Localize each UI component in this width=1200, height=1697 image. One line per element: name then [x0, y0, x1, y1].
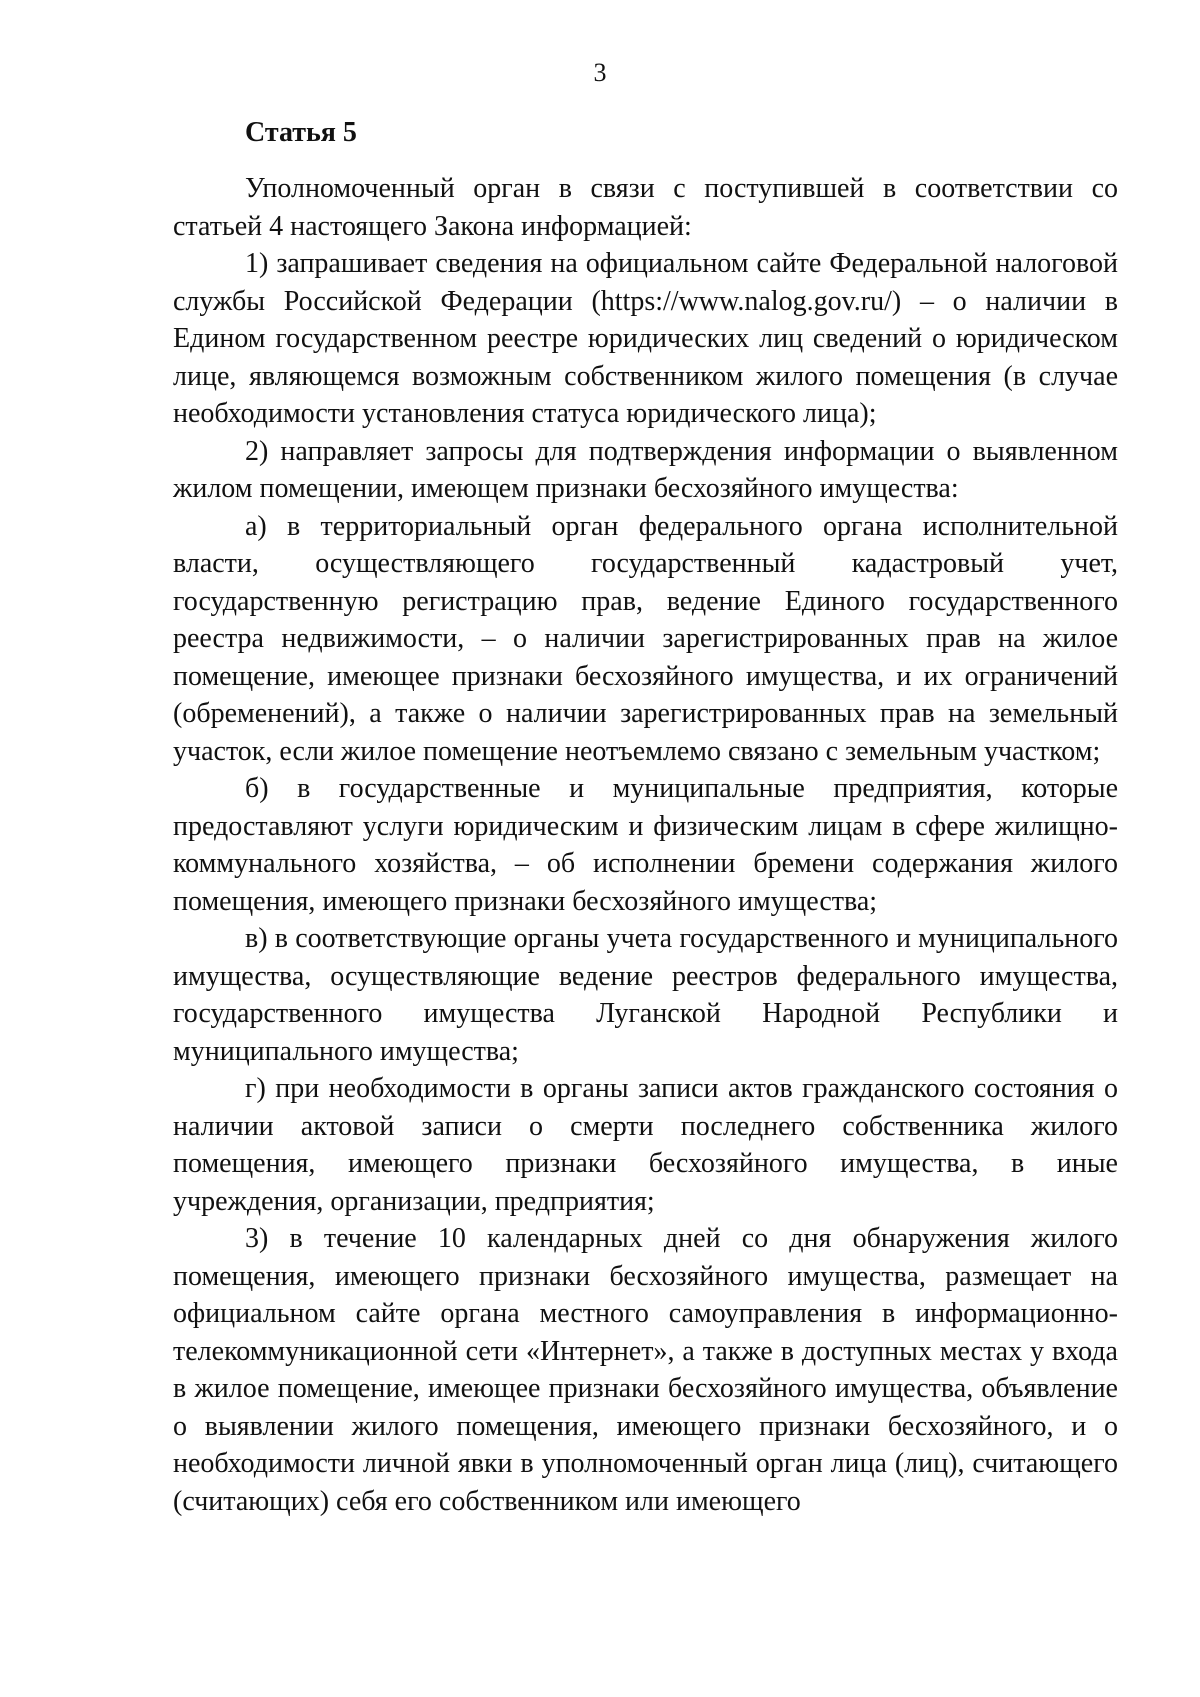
- article-heading: Статья 5: [245, 117, 357, 148]
- page-number: 3: [593, 58, 607, 87]
- paragraph-subitem-g: г) при необходимости в органы записи актов гражданского состояния о наличии актовой записи о смерти последнего собственника жилого помещения, имеющего признаки бесхозяйного имущества, в иные учреждения, организации, предприятия;: [173, 1073, 1118, 1217]
- paragraph-subitem-b: б) в государственные и муниципальные предприятия, которые предоставляют услуги юридическим и физическим лицам в сфере жилищно-коммунального хозяйства, – об исполнении бремени содержания жилого помещения, имеющего признаки бесхозяйного имущества;: [173, 773, 1118, 917]
- paragraph-subitem-a: а) в территориальный орган федерального органа исполнительной власти, осуществляющего государственный кадастровый учет, государственную регистрацию прав, ведение Единого государственного реестра недвижимости, – о наличии зарегистрированных прав на жилое помещение, имеющее признаки бесхозяйного имущества, и их ограничений (обременений), а также о наличии зарегистрированных прав на земельный участок, если жилое помещение неотъемлемо связано с земельным участком;: [173, 510, 1118, 767]
- paragraph-intro: Уполномоченный орган в связи с поступившей в соответствии со статьей 4 настоящего Закона информацией:: [173, 173, 1118, 242]
- paragraph-item-2: 2) направляет запросы для подтверждения информации о выявленном жилом помещении, имеющем признаки бесхозяйного имущества:: [173, 435, 1118, 504]
- paragraph-item-1: 1) запрашивает сведения на официальном сайте Федеральной налоговой службы Российской Федерации (https://www.nalog.gov.ru/) – о наличии в Едином государственном реестре юридических лиц сведений о юридическом лице, являющемся возможным собственником жилого помещения (в случае необходимости установления статуса юридического лица);: [173, 248, 1118, 429]
- article-body: [173, 170, 1118, 1520]
- paragraph-subitem-v: в) в соответствующие органы учета государственного и муниципального имущества, осуществляющие ведение реестров федерального имущества, государственного имущества Луганской Народной Республики и муниципального имущества;: [173, 923, 1118, 1067]
- paragraph-item-3: 3) в течение 10 календарных дней со дня обнаружения жилого помещения, имеющего признаки бесхозяйного имущества, размещает на официальном сайте органа местного самоуправления в информационно-телекоммуникационной сети «Интернет», а также в доступных местах у входа в жилое помещение, имеющее признаки бесхозяйного имущества, объявление о выявлении жилого помещения, имеющего признаки бесхозяйного, и о необходимости личной явки в уполномоченный орган лица (лиц), считающего (считающих) себя его собственником или имеющего: [173, 1223, 1118, 1517]
